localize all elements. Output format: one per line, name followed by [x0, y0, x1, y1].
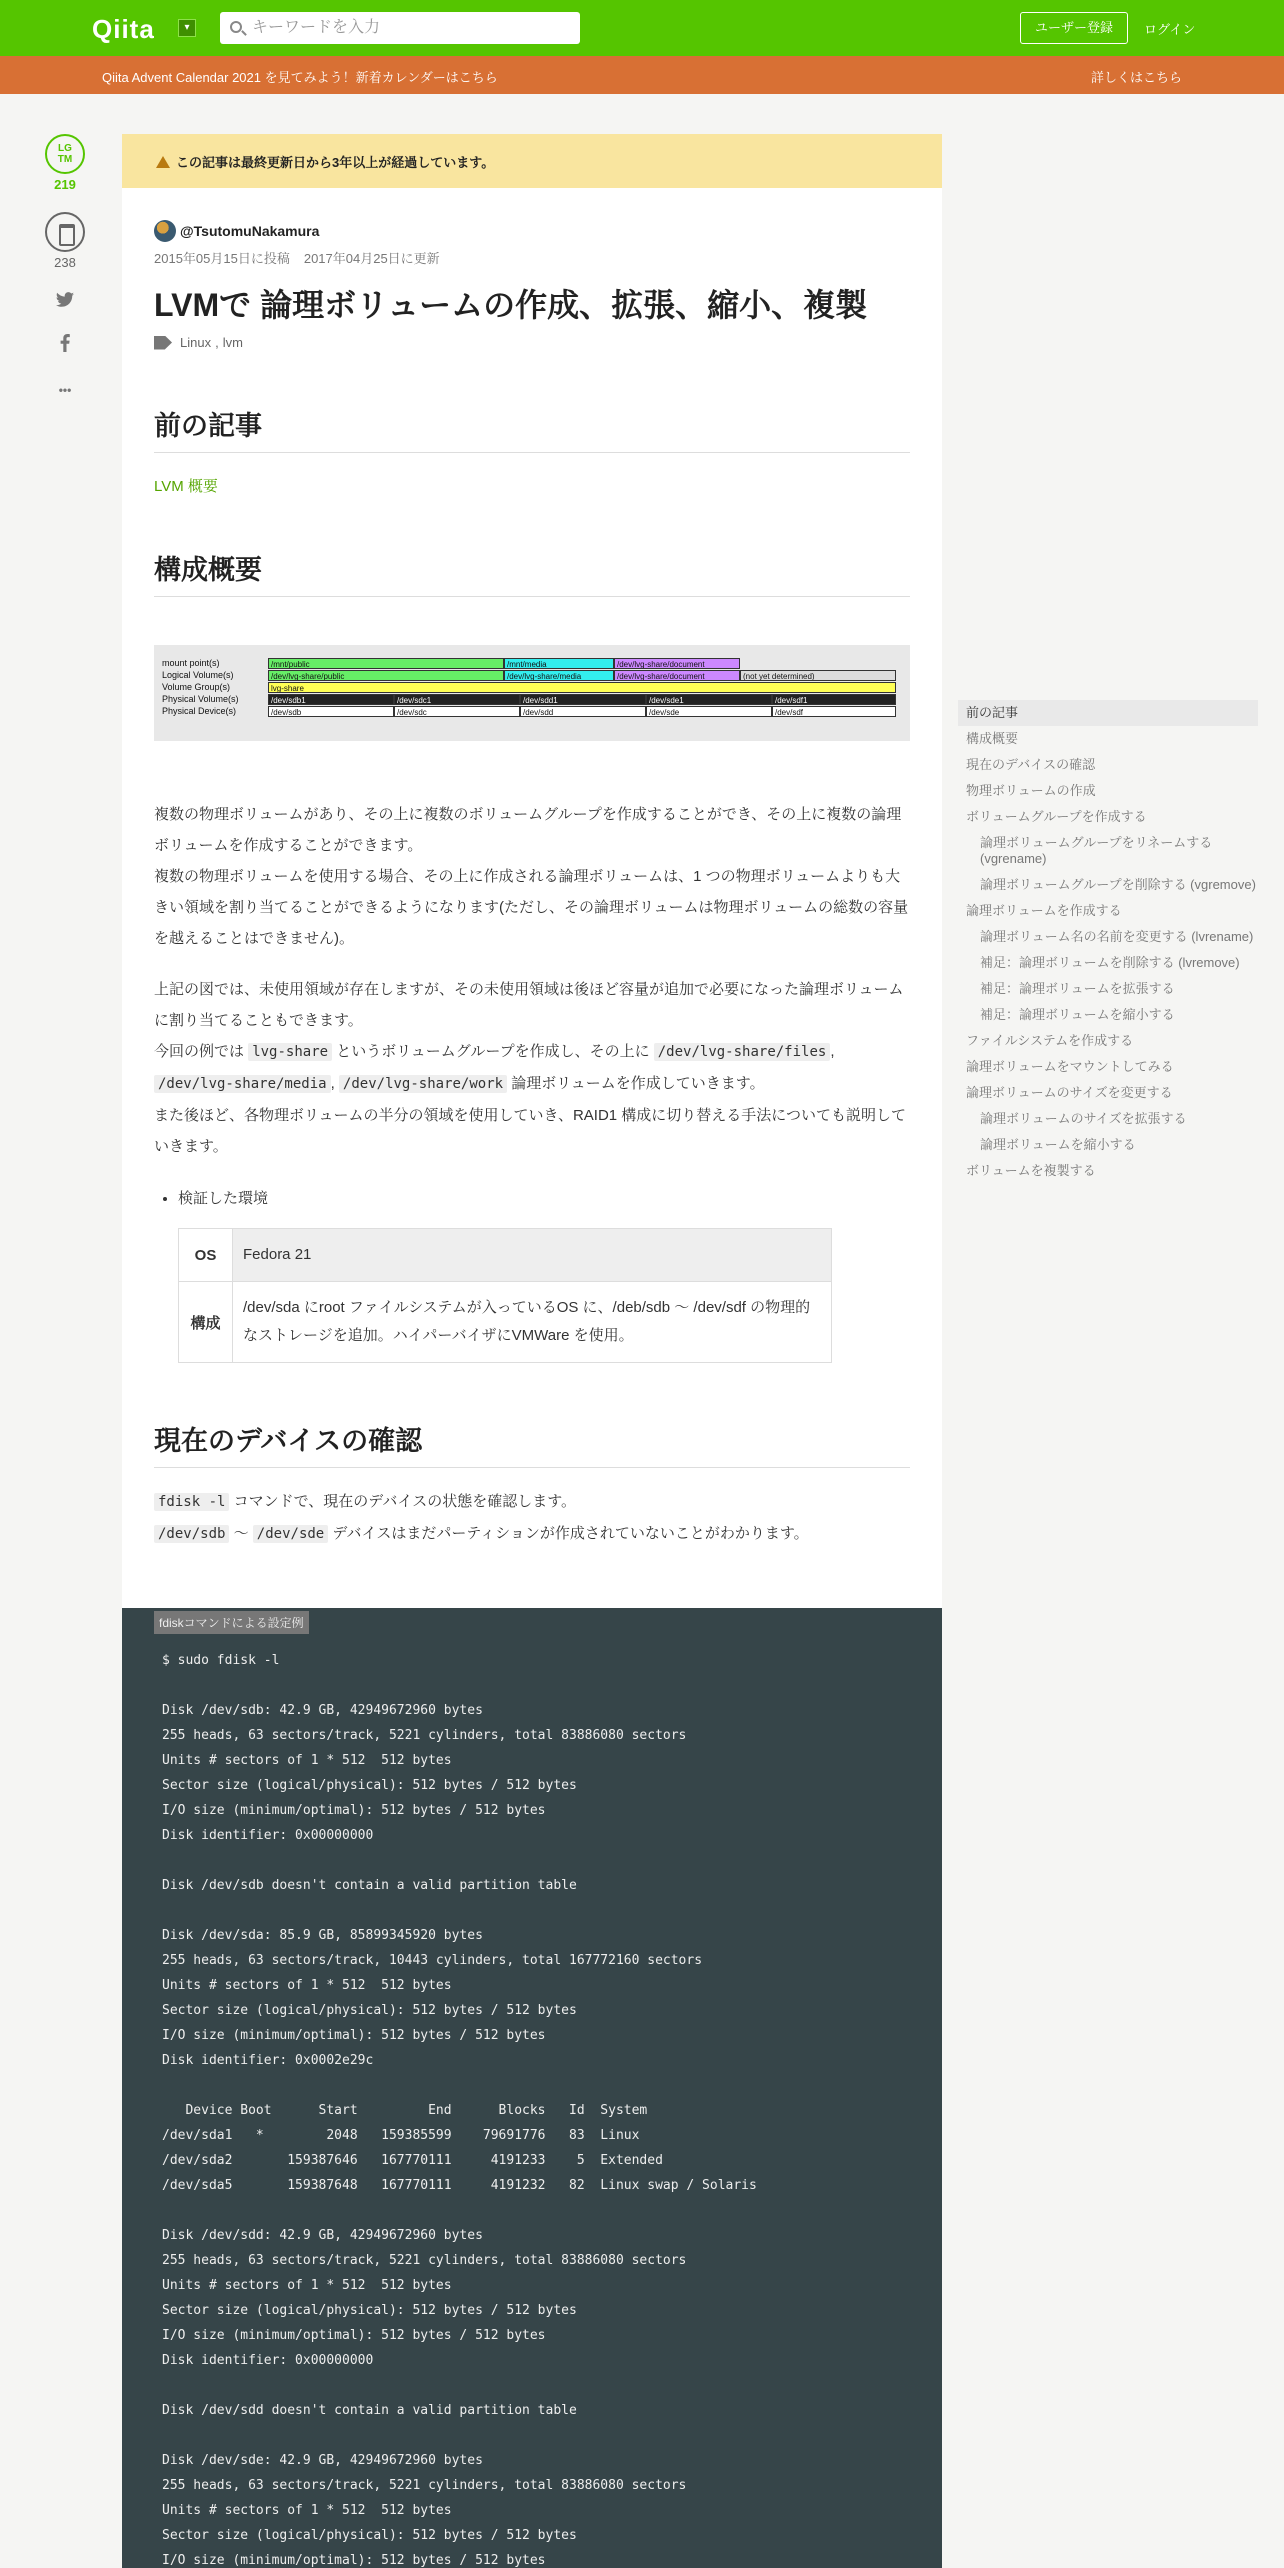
paragraph-text: 論理ボリュームを作成していきます。 [511, 1075, 765, 1092]
separator: , [330, 1075, 335, 1092]
diagram-label: Logical Volume(s) [162, 670, 234, 680]
code-line: Disk identifier: 0x0002e29c [162, 2053, 374, 2068]
toc-item[interactable]: 前の記事 [958, 700, 1258, 726]
code-line: /dev/sda2 159387646 167770111 4191233 5 Extended [162, 2153, 663, 2168]
tag-list [154, 335, 910, 350]
code-line: /dev/sda5 159387648 167770111 4191232 82 Linux swap / Solaris [162, 2178, 757, 2193]
code-line: Units # sectors of 1 * 512 512 bytes [162, 1753, 452, 1768]
diagram-pd: /dev/sdd [520, 706, 646, 717]
code-caption: fdiskコマンドによる設定例 [154, 1611, 309, 1634]
table-of-contents [958, 700, 1258, 1184]
code-line [162, 2423, 757, 2448]
table-value: Fedora 21 [233, 1229, 832, 1282]
heading-prev-article: 前の記事 [154, 408, 910, 453]
paragraph-line: 複数の物理ボリュームを使用する場合、その上に作成される論理ボリュームは、1 つの物理ボリュームよりも大きい領域を割り当てることができるようになります(ただし、その論理ボリュームは物理ボリュームの総数の容量を越えることはできません)。 [154, 868, 909, 947]
paragraph-line: 上記の図では、未使用領域が存在しますが、その未使用領域は後ほど容量が追加で必要になった論理ボリュームに割り当てることもできます。 [154, 981, 904, 1029]
code-line: 255 heads, 63 sectors/track, 5221 cylinders, total 83886080 sectors [162, 2478, 687, 2493]
code-line: Sector size (logical/physical): 512 bytes / 512 bytes [162, 1778, 577, 1793]
code-line: Disk identifier: 0x00000000 [162, 2353, 374, 2368]
toc-item[interactable]: ファイルシステムを作成する [966, 1033, 1134, 1048]
diagram-pv: /dev/sdf1 [772, 694, 896, 705]
tag-lvm[interactable]: lvm [222, 335, 243, 350]
code-line: Disk /dev/sdd: 42.9 GB, 42949672960 bytes [162, 2228, 483, 2243]
diagram-label: Physical Device(s) [162, 706, 237, 716]
code-line: Device Boot Start End Blocks Id System [162, 2103, 648, 2118]
toc-item[interactable]: 論理ボリュームのサイズを変更する [966, 1085, 1173, 1100]
code-line [162, 2073, 757, 2098]
diagram-pv: /dev/sdc1 [394, 694, 520, 705]
diagram-mount: /mnt/public [268, 658, 504, 669]
code-content [162, 1648, 757, 2568]
inline-code: /dev/sde [253, 1525, 328, 1543]
chevron-down-icon[interactable]: ▾ [178, 19, 196, 37]
toc-item[interactable]: 論理ボリュームを作成する [966, 903, 1122, 918]
toc-item[interactable]: 論理ボリュームを縮小する [980, 1137, 1136, 1152]
code-line: /dev/sda1 * 2048 159385599 79691776 83 Linux [162, 2128, 640, 2143]
paragraph-text: コマンドで、現在のデバイスの状態を確認します。 [233, 1493, 577, 1510]
diagram-pd: /dev/sdf [772, 706, 896, 717]
inline-code: /dev/sdb [154, 1525, 229, 1543]
table-row [179, 1282, 832, 1363]
lgtm-count: 219 [54, 177, 76, 192]
code-line [162, 2198, 757, 2223]
tag-separator: , [215, 335, 219, 350]
outdated-notice-text: この記事は最終更新日から3年以上が経過しています。 [176, 155, 495, 170]
article-dates [154, 248, 910, 267]
toc-item[interactable]: 補足：論理ボリュームを縮小する [980, 1007, 1175, 1022]
updated-date: 2017年04月25日に更新 [303, 251, 440, 266]
toc-item[interactable]: 構成概要 [966, 731, 1019, 746]
prev-article-link[interactable]: LVM 概要 [154, 478, 218, 495]
code-line: I/O size (minimum/optimal): 512 bytes / 512 bytes [162, 2553, 546, 2568]
separator: , [830, 1043, 835, 1060]
page-title: LVMで 論理ボリュームの作成、拡張、縮小、複製 [154, 287, 868, 323]
diagram-pd: /dev/sdc [394, 706, 520, 717]
toc-item[interactable]: 補足：論理ボリュームを拡張する [980, 981, 1175, 996]
code-line: Disk identifier: 0x00000000 [162, 1828, 374, 1843]
inline-code: fdisk -l [154, 1493, 229, 1511]
code-line: I/O size (minimum/optimal): 512 bytes / 512 bytes [162, 2328, 546, 2343]
warning-icon [156, 156, 170, 168]
paragraph [154, 974, 910, 1162]
inline-code: /dev/lvg-share/media [154, 1075, 331, 1093]
advent-banner-link[interactable]: 詳しくはこちら [1090, 70, 1182, 85]
diagram-pv: /dev/sdd1 [520, 694, 646, 705]
code-line: Sector size (logical/physical): 512 bytes / 512 bytes [162, 2003, 577, 2018]
diagram-label: Volume Group(s) [162, 682, 231, 692]
inline-code: /dev/lvg-share/work [339, 1075, 507, 1093]
inline-code: /dev/lvg-share/files [654, 1043, 831, 1061]
search-icon [230, 21, 242, 33]
more-icon[interactable]: ••• [58, 383, 72, 397]
avatar[interactable] [154, 220, 176, 242]
code-block[interactable] [122, 1608, 942, 2568]
toc-item[interactable]: 論理ボリュームグループをリネームする (vgrename) [980, 835, 1213, 866]
code-line [162, 1898, 757, 1923]
env-table [178, 1228, 832, 1363]
diagram-pv: /dev/sdb1 [268, 694, 394, 705]
stock-count: 238 [54, 255, 76, 270]
paragraph-text: 今回の例では [154, 1043, 245, 1060]
lvm-structure-diagram [154, 645, 910, 741]
code-line: Units # sectors of 1 * 512 512 bytes [162, 1978, 452, 1993]
search-input[interactable] [252, 12, 572, 44]
toc-item[interactable]: 現在のデバイスの確認 [966, 757, 1096, 772]
diagram-lv: /dev/lvg-share/document [614, 670, 740, 681]
tag-linux[interactable]: Linux [180, 335, 212, 350]
diagram-mount: /dev/lvg-share/document [614, 658, 740, 669]
table-value: /dev/sda にroot ファイルシステムが入っているOS に、/deb/sdb 〜 /dev/sdf の物理的なストレージを追加。ハイパーバイザにVMWare を使用。 [233, 1282, 832, 1363]
code-line: Units # sectors of 1 * 512 512 bytes [162, 2503, 452, 2518]
code-line: Disk /dev/sdb: 42.9 GB, 42949672960 bytes [162, 1703, 483, 1718]
diagram-label: mount point(s) [162, 658, 220, 668]
article [122, 134, 942, 2568]
code-line: Disk /dev/sda: 85.9 GB, 85899345920 bytes [162, 1928, 483, 1943]
paragraph-text: デバイスはまだパーティションが作成されていないことがわかります。 [332, 1525, 809, 1542]
author-name[interactable]: @TsutomuNakamura [180, 223, 320, 239]
twitter-icon[interactable] [45, 288, 85, 316]
top-navbar [0, 0, 1284, 56]
diagram-pv: /dev/sde1 [646, 694, 772, 705]
toc-item[interactable]: 論理ボリュームグループを削除する (vgremove) [980, 877, 1256, 892]
advent-banner [0, 56, 1284, 94]
diagram-lv: (not yet determined) [740, 670, 896, 681]
outdated-notice [122, 134, 942, 188]
toc-item[interactable]: 論理ボリュームをマウントしてみる [966, 1059, 1174, 1074]
diagram-pd: /dev/sdb [268, 706, 394, 717]
diagram-mount: /mnt/media [504, 658, 614, 669]
login-link[interactable]: ログイン [1144, 22, 1196, 37]
action-rail [40, 134, 90, 404]
paragraph-line: 複数の物理ボリュームがあり、その上に複数のボリュームグループを作成することができ、その上に複数の論理ボリュームを作成することができます。 [154, 806, 902, 854]
paragraph [154, 1486, 910, 1550]
diagram-lv: /dev/lvg-share/public [268, 670, 504, 681]
code-line: Disk /dev/sdd doesn't contain a valid partition table [162, 2403, 577, 2418]
tag-icon [154, 336, 172, 350]
diagram-pd: /dev/sde [646, 706, 772, 717]
code-line: Sector size (logical/physical): 512 bytes / 512 bytes [162, 2528, 577, 2543]
code-line: I/O size (minimum/optimal): 512 bytes / 512 bytes [162, 2028, 546, 2043]
toc-item[interactable]: 論理ボリューム名の名前を変更する (lvrename) [980, 929, 1254, 944]
diagram-lv: /dev/lvg-share/media [504, 670, 614, 681]
code-line: Sector size (logical/physical): 512 bytes / 512 bytes [162, 2303, 577, 2318]
diagram-vg: lvg-share [268, 682, 896, 693]
toc-item[interactable]: 論理ボリュームのサイズを拡張する [980, 1111, 1187, 1126]
code-line: Disk /dev/sde: 42.9 GB, 42949672960 bytes [162, 2453, 483, 2468]
lgtm-button[interactable]: LG TM [45, 134, 85, 174]
paragraph-line: また後ほど、各物理ボリュームの半分の領域を使用していき、RAID1 構成に切り替える手法についても説明していきます。 [154, 1107, 907, 1155]
code-line [162, 1848, 757, 1873]
qiita-logo[interactable]: Qiita [92, 14, 155, 44]
paragraph-text: 〜 [233, 1525, 249, 1542]
env-list [178, 1184, 910, 1214]
code-line: $ sudo fdisk -l [162, 1653, 280, 1668]
toc-item[interactable]: 補足：論理ボリュームを削除する (lvremove) [980, 955, 1240, 970]
list-item: • 検証した環境 [178, 1184, 910, 1214]
stock-button[interactable] [45, 212, 85, 252]
facebook-icon[interactable] [45, 332, 85, 360]
inline-code: lvg-share [248, 1043, 332, 1061]
posted-date: 2015年05月15日に投稿 [154, 251, 290, 266]
code-line: Units # sectors of 1 * 512 512 bytes [162, 2278, 452, 2293]
table-row [179, 1229, 832, 1282]
code-line: I/O size (minimum/optimal): 512 bytes / 512 bytes [162, 1803, 546, 1818]
code-line: 255 heads, 63 sectors/track, 10443 cylinders, total 167772160 sectors [162, 1953, 703, 1968]
toc-item[interactable]: 物理ボリュームの作成 [966, 783, 1096, 798]
paragraph [154, 799, 910, 954]
signup-button[interactable]: ユーザー登録 [1020, 12, 1128, 44]
code-line: 255 heads, 63 sectors/track, 5221 cylinders, total 83886080 sectors [162, 2253, 687, 2268]
author[interactable] [154, 220, 910, 242]
diagram-label: Physical Volume(s) [162, 694, 239, 704]
table-key: 構成 [179, 1282, 233, 1363]
toc-item[interactable]: ボリュームグループを作成する [966, 809, 1147, 824]
search-box [220, 12, 580, 44]
advent-banner-text[interactable]: Qiita Advent Calendar 2021 を見てみよう！新着カレンダーはこちら [102, 70, 498, 85]
paragraph-text: というボリュームグループを作成し、その上に [336, 1043, 650, 1060]
code-line: Disk /dev/sdb doesn't contain a valid partition table [162, 1878, 577, 1893]
toc-item[interactable]: ボリュームを複製する [966, 1163, 1096, 1178]
table-key: OS [179, 1229, 233, 1282]
code-line [162, 1673, 757, 1698]
code-line [162, 2373, 757, 2398]
code-line: 255 heads, 63 sectors/track, 5221 cylinders, total 83886080 sectors [162, 1728, 687, 1743]
heading-current-devices: 現在のデバイスの確認 [154, 1423, 910, 1468]
heading-overview: 構成概要 [154, 552, 910, 597]
